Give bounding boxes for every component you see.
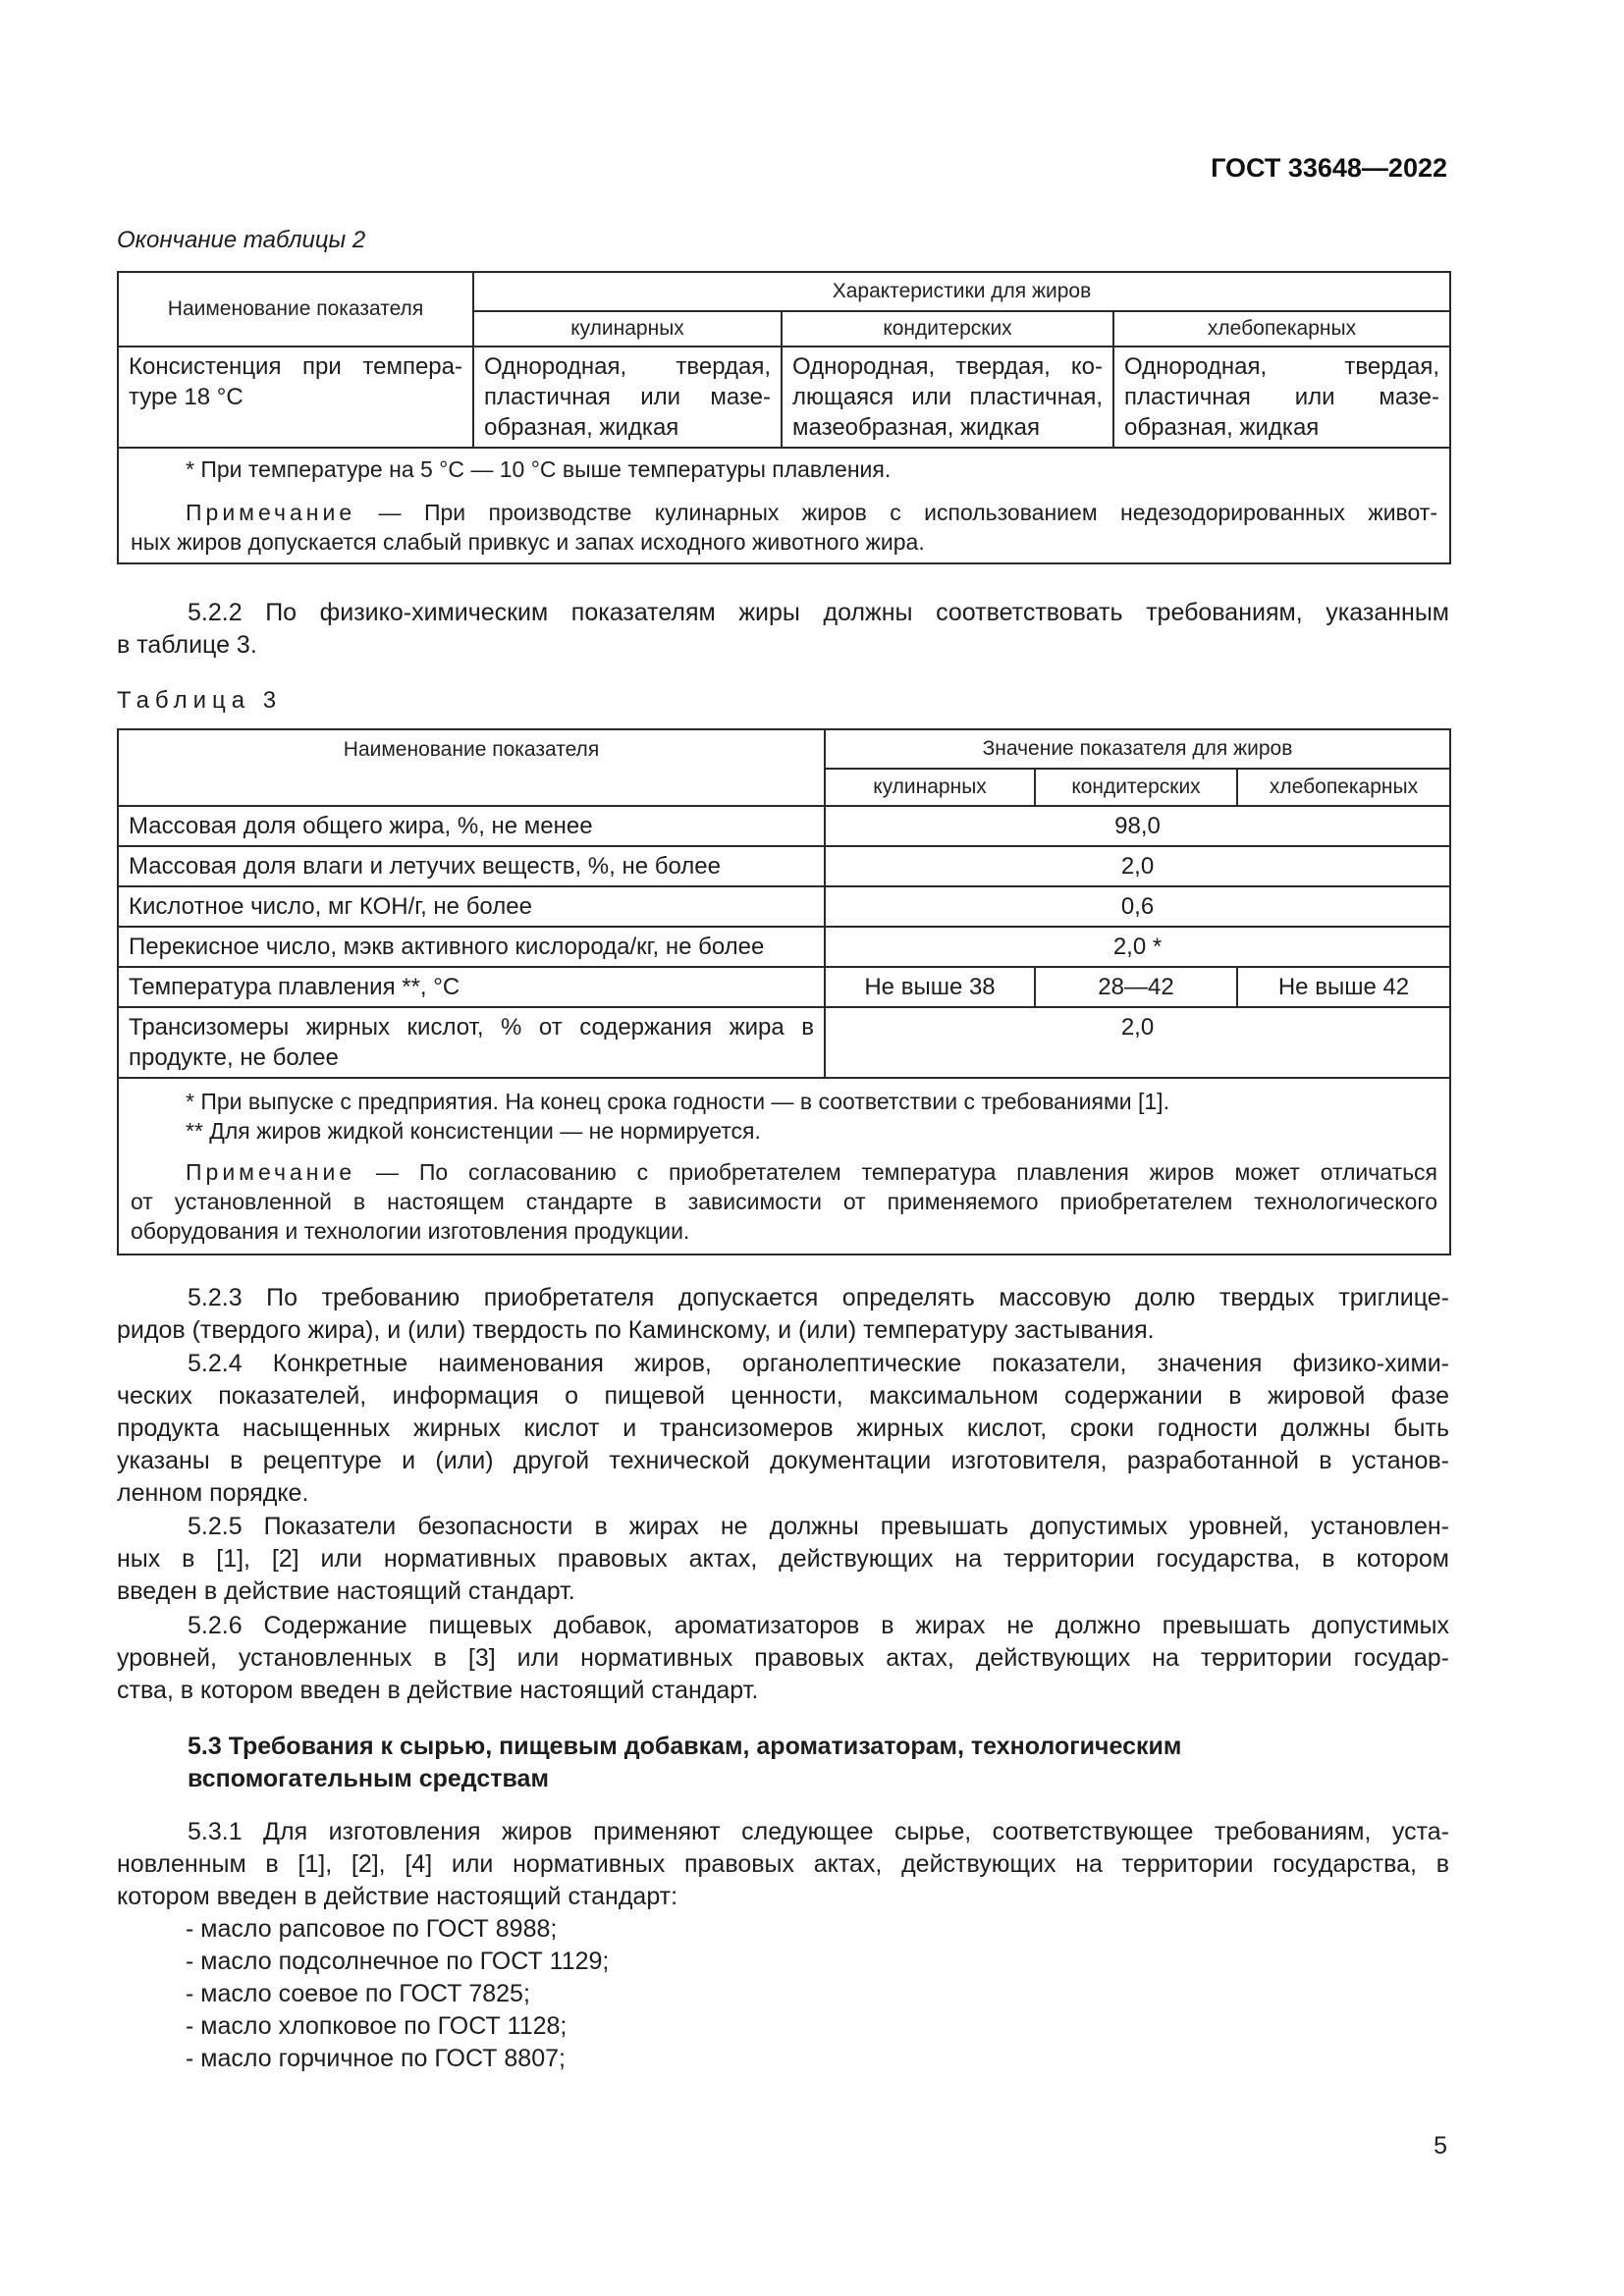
table2-group-header: Характеристики для жиров xyxy=(473,272,1450,311)
table3-row xyxy=(118,846,1450,886)
table2-subheader-culinary: кулинарных xyxy=(473,311,782,347)
table2-note-cont: ных жиров допускается слабый привкус и запах исходного животного жира. xyxy=(131,529,925,555)
table2-row-confectionery: Однородная, твердая, ко- лющаяся или пластичная, мазеобразная, жидкая xyxy=(782,347,1113,448)
table3-subheader-bakery: хлебопекарных xyxy=(1237,769,1450,806)
paragraph-5-2-5: 5.2.5 Показатели безопасности в жирах не должны превышать допустимых уровней, установлен- ных в [1], [2] или нормативных правовых актах, действующих на территории государства, в котором введен в действие настоящий стандарт. xyxy=(117,1513,1449,1605)
list-item: - масло хлопковое по ГОСТ 1128; xyxy=(186,2012,568,2040)
table3-row-name: Массовая доля влаги и летучих веществ, %, не более xyxy=(118,846,825,886)
table3-row-value: 98,0 xyxy=(825,806,1450,846)
table3-row-value: 2,0 * xyxy=(825,927,1450,967)
table3-footnote-2: ** Для жиров жидкой консистенции — не нормируется. xyxy=(186,1118,761,1144)
table2-row-name: Консистенция при темпера- туре 18 °C xyxy=(118,347,473,448)
table3-subheader-culinary: кулинарных xyxy=(825,769,1035,806)
table3-notes xyxy=(118,1078,1450,1255)
table3-row xyxy=(118,927,1450,967)
table3-row-name: Массовая доля общего жира, %, не менее xyxy=(118,806,825,846)
table2-note: Примечание — При производстве кулинарных жиров с использованием недезодорированных живот- xyxy=(186,500,1437,525)
document-id: ГОСТ 33648—2022 xyxy=(1211,153,1447,183)
table3-footnote-1: * При выпуске с предприятия. На конец срока годности — в соответствии с требованиями [1]. xyxy=(186,1089,1169,1114)
table3-row xyxy=(118,886,1450,927)
list-item: - масло подсолнечное по ГОСТ 1129; xyxy=(186,1948,610,1975)
table3-note-cont: от установленной в настоящем стандарте в зависимости от применяемого приобретателем технологического xyxy=(131,1189,1438,1214)
table2-notes xyxy=(118,448,1450,563)
table3-subheader-confectionery: кондитерских xyxy=(1035,769,1237,806)
table3-row-name: Кислотное число, мг КОН/г, не более xyxy=(118,886,825,927)
table2-subheader-confectionery: кондитерских xyxy=(782,311,1113,347)
table3-group-header: Значение показателя для жиров xyxy=(825,729,1450,769)
table3-melting-confectionery: 28—42 xyxy=(1035,967,1237,1007)
table3-note: Примечание — По согласованию с приобретателем температура плавления жиров может отличаться xyxy=(186,1159,1438,1185)
section-5-3-title: 5.3 Требования к сырью, пищевым добавкам, ароматизаторам, технологическим вспомогательным средствам xyxy=(188,1733,1182,1792)
table2-footnote: * При температуре на 5 °C — 10 °C выше температуры плавления. xyxy=(186,456,892,482)
table3-row-value: 2,0 xyxy=(825,846,1450,886)
table3 xyxy=(117,728,1451,1255)
table3-row-trans xyxy=(118,1007,1450,1078)
table3-row-name: Перекисное число, мэкв активного кислорода/кг, не более xyxy=(118,927,825,967)
table2-row-culinary: Однородная, твердая, пластичная или мазе- образная, жидкая xyxy=(473,347,782,448)
table3-row xyxy=(118,806,1450,846)
table3-row-melting xyxy=(118,967,1450,1007)
table2-caption: Окончание таблицы 2 xyxy=(117,227,366,253)
list-item: - масло рапсовое по ГОСТ 8988; xyxy=(186,1915,558,1943)
page-number: 5 xyxy=(1434,2132,1447,2160)
table3-melting-bakery: Не выше 42 xyxy=(1237,967,1450,1007)
paragraph-5-2-6: 5.2.6 Содержание пищевых добавок, ароматизаторов в жирах не должно превышать допустимых уровней, установленных в [3] или нормативных правовых актах, действующих на территории государ- ства, в котором введен в действие настоящий стандарт. xyxy=(117,1612,1449,1704)
table2-row-bakery: Однородная, твердая, пластичная или мазе- образная, жидкая xyxy=(1113,347,1450,448)
paragraph-5-3-1: 5.3.1 Для изготовления жиров применяют следующее сырье, соответствующее требованиям, уста- новленным в [1], [2], [4] или нормативных правовых актах, действующих на территории государства, в котором введен в действие настоящий стандарт: - масло рапсовое по ГОСТ 8988; - масло подсолнечное по ГОСТ 1129; - масло соевое по ГОСТ 7825; - масло хлопковое по ГОСТ 1128; - масло горчичное по ГОСТ 8807; xyxy=(117,1816,1449,2075)
paragraph-5-2-2: 5.2.2 По физико-химическим показателям жиры должны соответствовать требованиям, указанным в таблице 3. xyxy=(117,599,1449,659)
paragraph-5-2-3: 5.2.3 По требованию приобретателя допускается определять массовую долю твердых триглице- ридов (твердого жира), и (или) твердость по Каминскому, и (или) температуру застывания. xyxy=(117,1284,1449,1344)
list-item: - масло горчичное по ГОСТ 8807; xyxy=(186,2045,566,2072)
table3-caption: Таблица 3 xyxy=(117,687,283,714)
table2-name-header: Наименование показателя xyxy=(118,272,473,347)
table3-row-value: 2,0 xyxy=(825,1007,1450,1078)
table2-subheader-bakery: хлебопекарных xyxy=(1113,311,1450,347)
list-item: - масло соевое по ГОСТ 7825; xyxy=(186,1980,530,2007)
table3-row-name: Температура плавления **, °C xyxy=(118,967,825,1007)
paragraph-5-2-4: 5.2.4 Конкретные наименования жиров, органолептические показатели, значения физико-хими- ческих показателей, информация о пищевой ценности, максимальном содержании в жировой фазе продукта насыщенных жирных кислот и трансизомеров жирных кислот, сроки годности должны быть указаны в рецептуре и (или) другой технической документации изготовителя, разработанной в установ- ленном порядке. xyxy=(117,1350,1449,1507)
table3-row-value: 0,6 xyxy=(825,886,1450,927)
table3-note-cont: оборудования и технологии изготовления продукции. xyxy=(131,1218,690,1244)
table3-name-header: Наименование показателя xyxy=(118,729,825,806)
table2 xyxy=(117,271,1451,564)
table3-row-name: Трансизомеры жирных кислот, % от содержания жира в продукте, не более xyxy=(118,1007,825,1078)
table3-melting-culinary: Не выше 38 xyxy=(825,967,1035,1007)
